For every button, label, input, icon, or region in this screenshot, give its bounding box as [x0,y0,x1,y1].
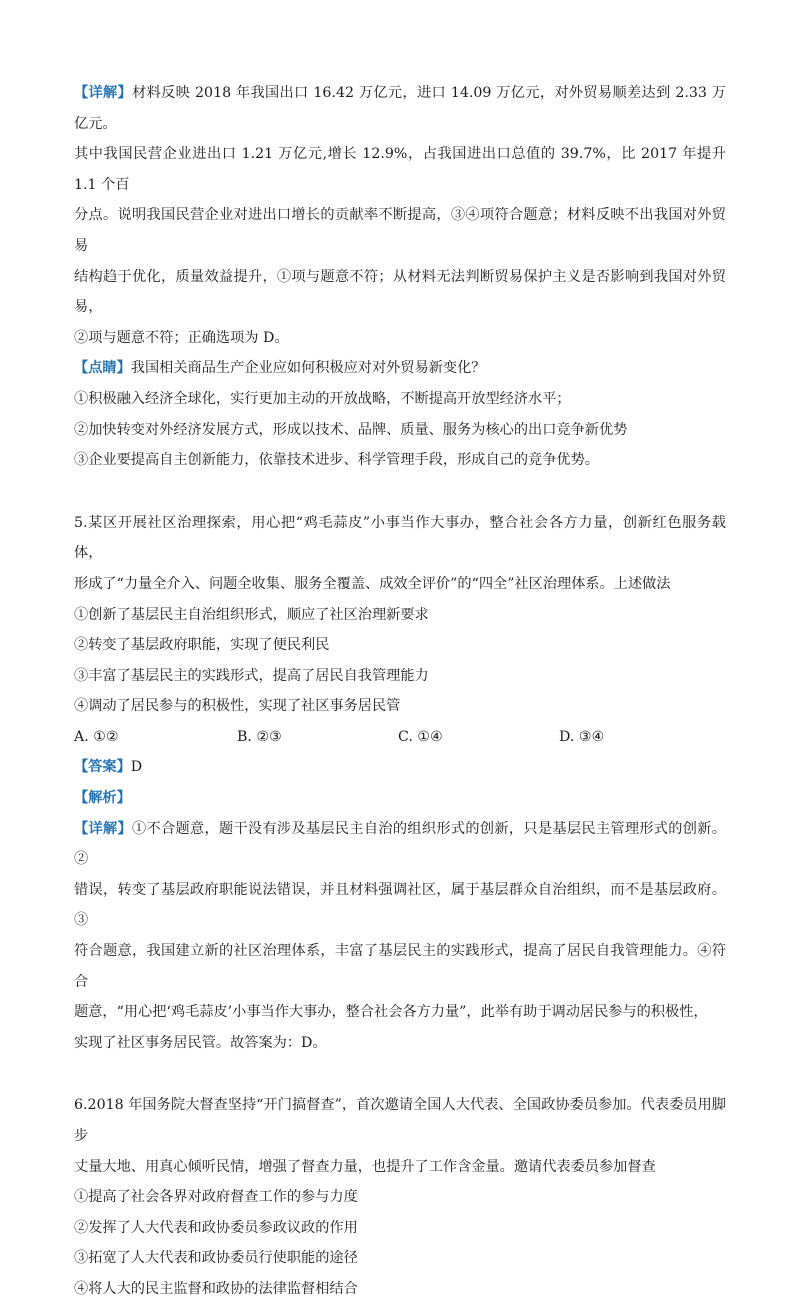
statement-4: ④将人大的民主监督和政协的法律监督相结合 [74,1280,358,1297]
detail-label: 【详解】 [74,85,133,101]
section-gap [74,476,726,508]
analysis-label: 【解析】 [74,790,131,807]
document-page [74,78,726,1305]
tip-item-3: ③企业要提高自主创新能力，依靠技术进步、科学管理手段，形成自己的竞争优势。 [74,452,599,469]
question-5-stem: 5.某区开展社区治理探索，用心把“鸡毛蒜皮”小事当作大事办，整合社会各方力量，创新红色服务载体， 形成了“力量全介入、问题全收集、服务全覆盖、成效全评价”的“四全”社区治理体系。上述做法 [74,514,726,592]
detail-paragraph: 【详解】①不合题意，题干没有涉及基层民主自治的组织形式的创新，只是基层民主管理形式的创新。② 错误，转变了基层政府职能说法错误，并且材料强调社区，属于基层群众自治组织，而不是基层政府。③ 符合题意，我国建立新的社区治理体系，丰富了基层民主的实践形式，提高了居民自我管理能力。④符合 题意，“用心把‘鸡毛蒜皮’小事当作大事办，整合社会各方力量”，此举有助于调动居民参与的积极性， 实现了社区事务居民管。故答案为：D。 [74,820,726,1051]
statement-1: ①提高了社会各界对政府督查工作的参与力度 [74,1189,358,1206]
question-4-tip [74,353,726,475]
statement-3: ③拓宽了人大代表和政协委员行使职能的途径 [74,1250,358,1267]
statement-2: ②发挥了人大代表和政协委员参政议政的作用 [74,1219,358,1236]
answer-line [74,752,726,783]
answer-value: D [130,759,143,776]
option-c: C. ①④ [398,728,443,745]
section-gap [74,1058,726,1090]
tip-item-1: ①积极融入经济全球化，实行更加主动的开放战略，不断提高开放型经济水平； [74,390,571,407]
option-d: D. ③④ [559,728,605,745]
question-4-detail [74,78,726,353]
detail-label: 【详解】 [74,820,132,837]
tip-heading: 【点睛】我国相关商品生产企业应如何积极应对对外贸易新变化？ [74,360,486,377]
tip-item-2: ②加快转变对外经济发展方式，形成以技术、品牌、质量、服务为核心的出口竞争新优势 [74,421,628,438]
tip-label: 【点睛】 [74,360,131,377]
question-5 [74,508,726,1059]
statement-3: ③丰富了基层民主的实践形式，提高了居民自我管理能力 [74,667,429,684]
statement-4: ④调动了居民参与的积极性，实现了社区事务居民管 [74,698,401,715]
option-b: B. ②③ [237,728,282,745]
answer-label: 【答案】 [74,759,131,776]
analysis-line [74,783,726,814]
statement-1: ①创新了基层民主自治组织形式，顺应了社区治理新要求 [74,606,429,623]
answer-options [74,722,726,753]
option-a: A. ①② [74,728,119,745]
detail-paragraph: 【详解】材料反映 2018 年我国出口 16.42 万亿元，进口 14.09 万亿元，对外贸易顺差达到 2.33 万亿元。 其中我国民营企业进出口 1.21 万亿元,增长 12.9%，占我国进出口总值的 39.7%，比 2017 年提升 1.1 个百 分点。说明我国民营企业对进出口增长的贡献率不断提高，③④项符合题意；材料反映不出我国对外贸易 结构趋于优化，质量效益提升，①项与题意不符；从材料无法判断贸易保护主义是否影响到我国对外贸易， ②项与题意不符；正确选项为 D。 [74,85,726,346]
question-6-stem: 6.2018 年国务院大督查坚持“开门搞督查”，首次邀请全国人大代表、全国政协委员参加。代表委员用脚步 丈量大地、用真心倾听民情，增强了督查力量，也提升了工作含金量。邀请代表委员参加督查 [74,1097,726,1175]
statement-2: ②转变了基层政府职能，实现了便民利民 [74,637,330,654]
